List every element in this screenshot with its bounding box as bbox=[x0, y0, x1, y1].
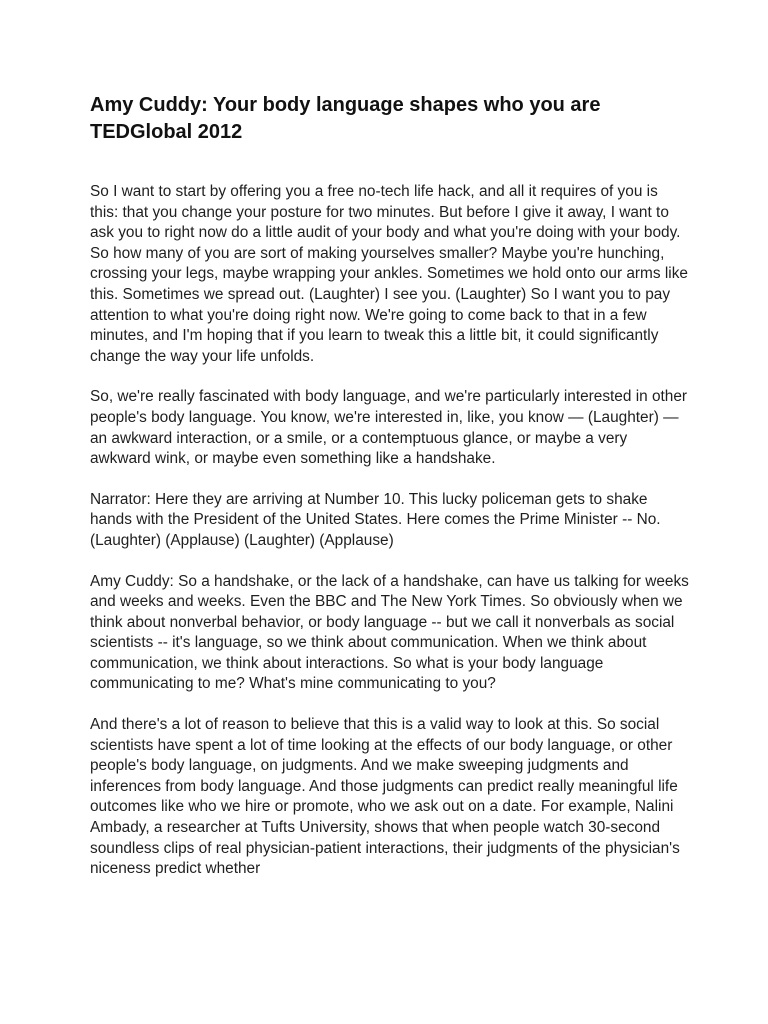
paragraph-4: Amy Cuddy: So a handshake, or the lack of a handshake, can have us talking for weeks and weeks and weeks. Even the BBC and The New York Times. So obviously when we think about nonverbal behavior, or body language -- but we call it nonverbals as social scientists -- it's language, so we think about communication. When we think about communication, we think about interactions. So what is your body language communicating to me? What's mine communicating to you? bbox=[90, 572, 689, 693]
paragraph-2: So, we're really fascinated with body language, and we're particularly interested in other people's body language. You know, we're interested in, like, you know — (Laughter) — an awkward interaction, or a smile, or a contemptuous glance, or maybe a very awkward wink, or maybe even something like a handshake. bbox=[90, 388, 688, 468]
paragraph-3: Narrator: Here they are arriving at Number 10. This lucky policeman gets to shake hands with the President of the United States. Here comes the Prime Minister -- No. (Laughter) (Applause) (Laughter) (Applause) bbox=[90, 490, 661, 549]
document-title bbox=[90, 92, 690, 146]
paragraph-1: So I want to start by offering you a free no-tech life hack, and all it requires of you is this: that you change your posture for two minutes. But before I give it away, I want to ask you to right now do a little audit of your body and what you're doing with your body. So how many of you are sort of making yourselves smaller? Maybe you're hunching, crossing your legs, maybe wrapping your ankles. Sometimes we hold onto our arms like this. Sometimes we spread out. (Laughter) I see you. (Laughter) So I want you to pay attention to what you're doing right now. We're going to come back to that in a few minutes, and I'm hoping that if you learn to tweak this a little bit, it could significantly change the way your life unfolds. bbox=[90, 183, 688, 365]
paragraph-5: And there's a lot of reason to believe that this is a valid way to look at this. So social scientists have spent a lot of time looking at the effects of our body language, or other people's body language, on judgments. And we make sweeping judgments and inferences from body language. And those judgments can predict really meaningful life outcomes like who we hire or promote, who we ask out on a date. For example, Nalini Ambady, a researcher at Tufts University, shows that when people watch 30-second soundless clips of real physician-patient interactions, their judgments of the physician's niceness predict whether bbox=[90, 716, 680, 878]
document-page bbox=[90, 92, 690, 880]
title-line-1: Amy Cuddy: Your body language shapes who you are bbox=[90, 94, 601, 116]
title-line-2: TEDGlobal 2012 bbox=[90, 121, 243, 143]
transcript-body bbox=[90, 182, 690, 880]
